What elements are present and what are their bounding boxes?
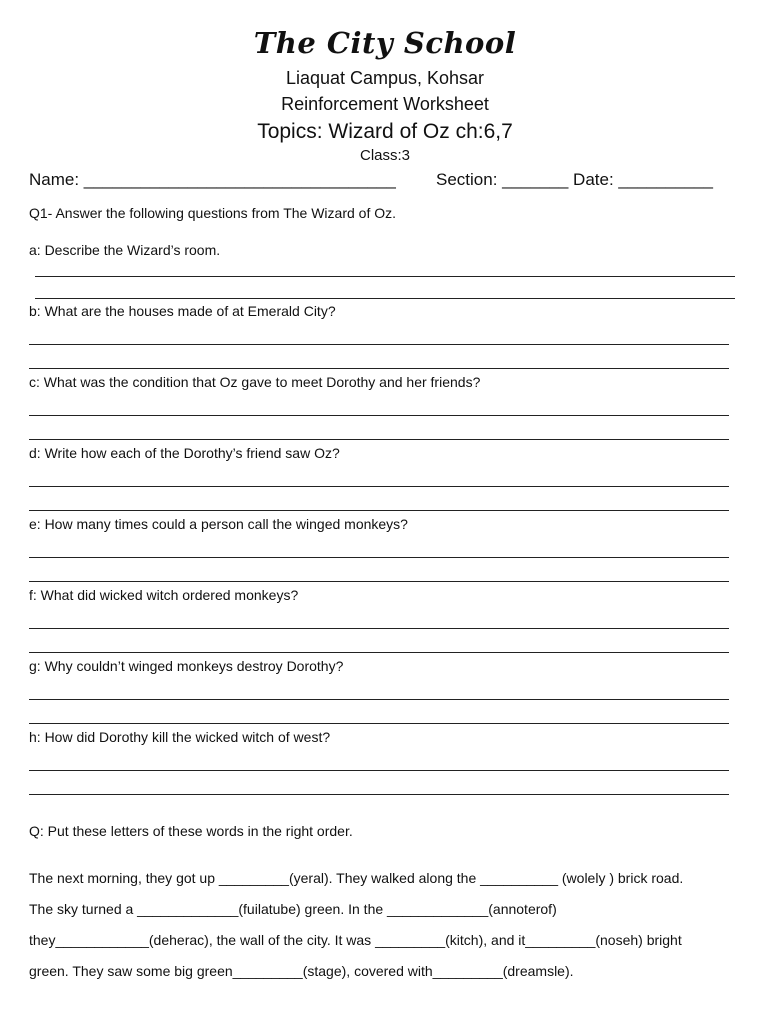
question-d: d: Write how each of the Dorothy’s friend saw Oz? [29, 445, 340, 461]
answer-line[interactable] [29, 652, 729, 653]
q1-heading: Q1- Answer the following questions from The Wizard of Oz. [29, 205, 397, 221]
answer-line[interactable] [29, 723, 729, 724]
answer-line[interactable] [29, 344, 729, 345]
answer-line[interactable] [29, 699, 729, 700]
answer-line[interactable] [29, 581, 729, 582]
question-g: g: Why couldn’t winged monkeys destroy Dorothy? [29, 658, 344, 674]
paragraph-line-3: they____________(deherac), the wall of the city. It was _________(kitch), and it_________(noseh) bright [29, 932, 682, 948]
answer-line[interactable] [29, 486, 729, 487]
answer-line[interactable] [29, 439, 729, 440]
name-field[interactable]: Name: _________________________________ [29, 170, 396, 189]
question-c: c: What was the condition that Oz gave to meet Dorothy and her friends? [29, 374, 481, 390]
worksheet-title: Reinforcement Worksheet [281, 94, 489, 114]
answer-line[interactable] [29, 770, 729, 771]
answer-line[interactable] [29, 557, 729, 558]
section-date-field[interactable]: Section: _______ Date: __________ [436, 170, 713, 189]
answer-line[interactable] [29, 794, 729, 795]
question-h: h: How did Dorothy kill the wicked witch of west? [29, 729, 331, 745]
answer-line[interactable] [29, 368, 729, 369]
answer-line[interactable] [29, 510, 729, 511]
answer-line[interactable] [35, 276, 735, 277]
answer-line[interactable] [29, 628, 729, 629]
answer-line[interactable] [35, 298, 735, 299]
answer-line[interactable] [29, 415, 729, 416]
paragraph-line-4: green. They saw some big green_________(stage), covered with_________(dreamsle). [29, 963, 574, 979]
question-e: e: How many times could a person call the winged monkeys? [29, 516, 408, 532]
paragraph-line-1: The next morning, they got up _________(yeral). They walked along the __________ (wolely ) brick road. [29, 870, 684, 886]
question-b: b: What are the houses made of at Emerald City? [29, 303, 336, 319]
paragraph-line-2: The sky turned a _____________(fuilatube) green. In the _____________(annoterof) [29, 901, 557, 917]
question-f: f: What did wicked witch ordered monkeys? [29, 587, 299, 603]
campus-name: Liaquat Campus, Kohsar [285, 68, 485, 88]
school-title: The City School [253, 26, 517, 60]
q2-heading: Q: Put these letters of these words in the right order. [29, 823, 353, 839]
topics-heading: Topics: Wizard of Oz ch:6,7 [257, 120, 513, 143]
class-label: Class:3 [359, 147, 411, 164]
question-a: a: Describe the Wizard’s room. [29, 242, 221, 258]
